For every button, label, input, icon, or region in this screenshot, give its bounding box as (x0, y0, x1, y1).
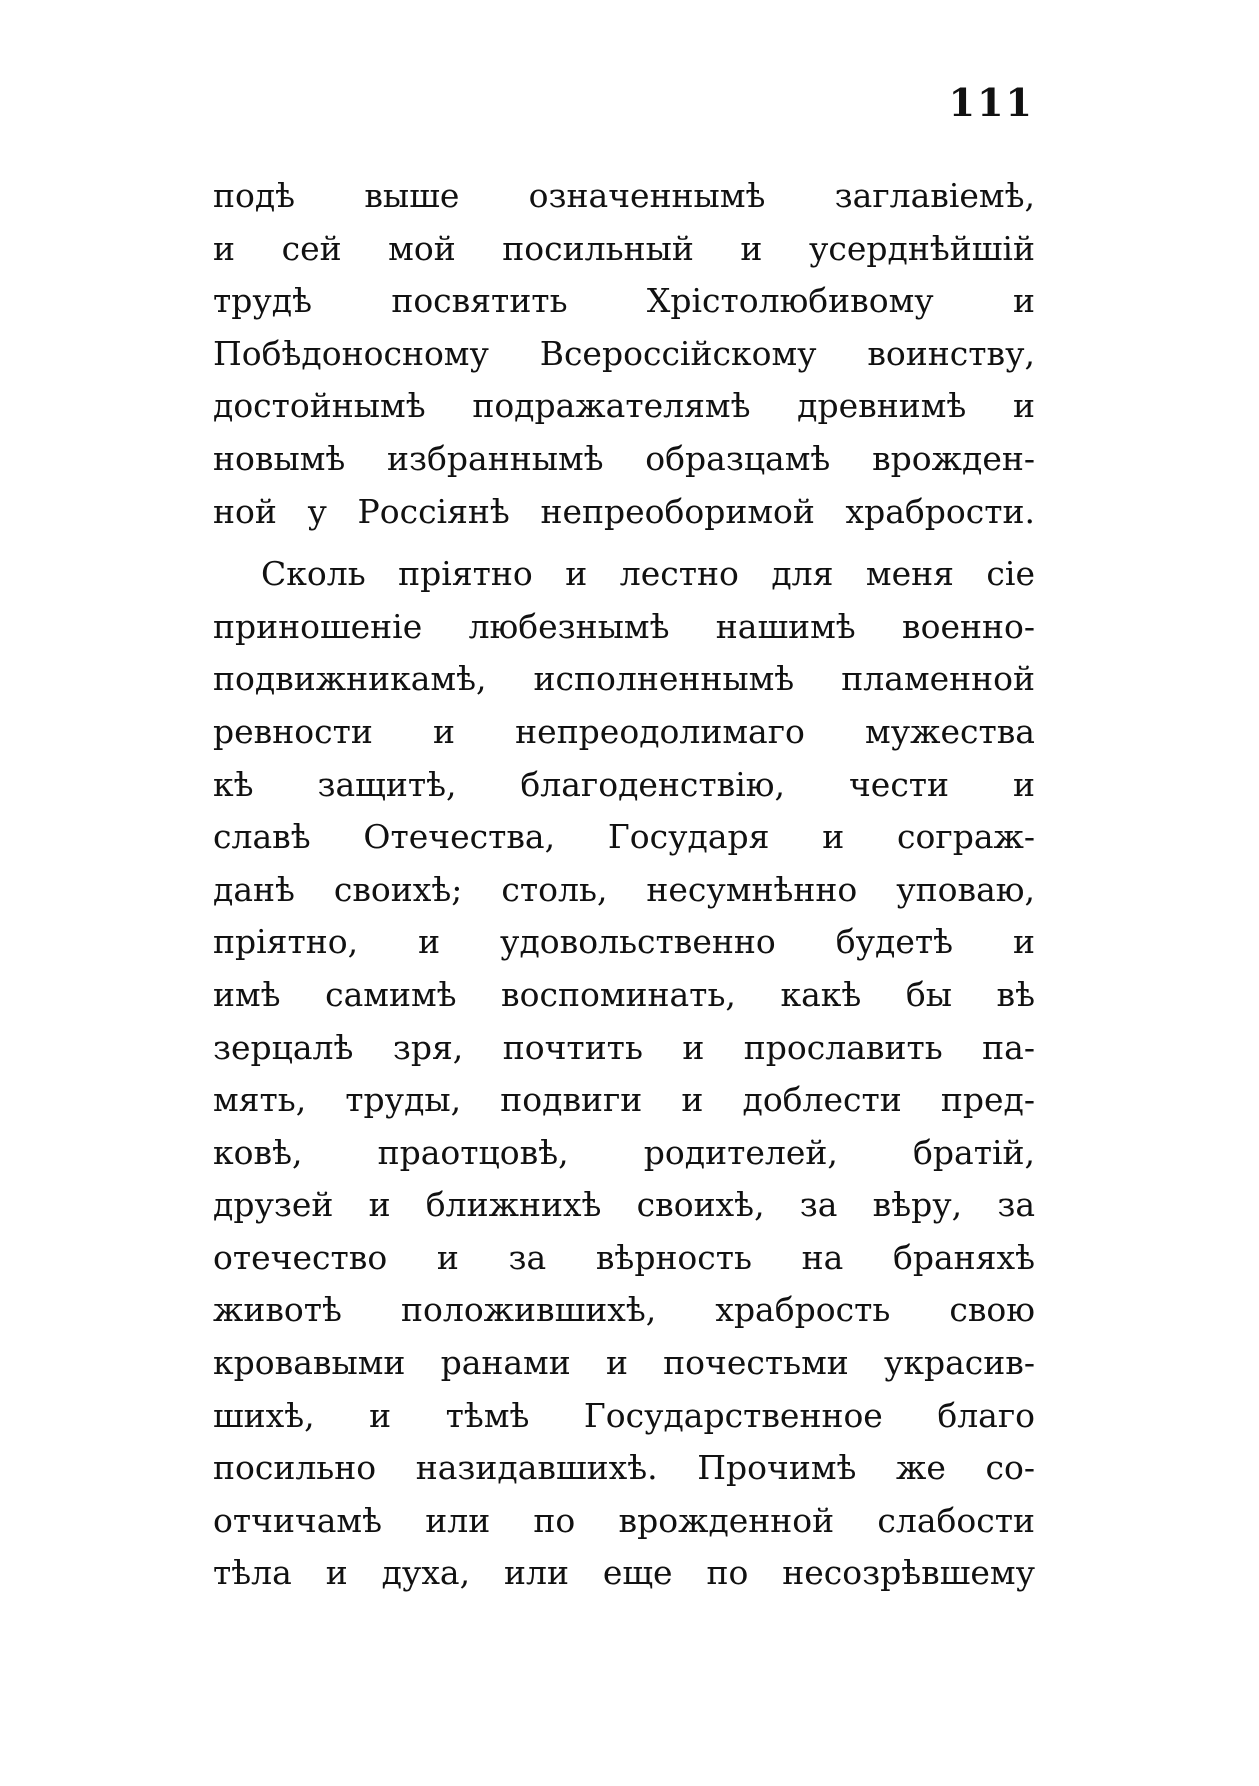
text-line: шихѣ, и тѣмѣ Государственное благо (213, 1395, 1035, 1435)
text-line: и сей мой посильный и усерднѣйшій (213, 228, 1035, 268)
text-line: имѣ самимѣ воспоминать, какѣ бы вѣ (213, 974, 1035, 1014)
text-line: посильно назидавшихѣ. Прочимѣ же со- (213, 1448, 1035, 1488)
text-line: отчичамѣ или по врожденной слабости (213, 1500, 1035, 1540)
text-line: данѣ своихѣ; столь, несумнѣнно уповаю, (213, 869, 1035, 909)
text-line: мять, труды, подвиги и доблести пред- (213, 1080, 1035, 1120)
text-line: славѣ Отечества, Государя и сограж- (213, 817, 1035, 857)
text-line: кѣ защитѣ, благоденствію, чести и (213, 764, 1035, 804)
text-line: кровавыми ранами и почестьми украсив- (213, 1343, 1035, 1383)
text-line: ковѣ, праотцовѣ, родителей, братій, (213, 1132, 1035, 1172)
paragraph-2 (213, 548, 1035, 1600)
text-line: пріятно, и удовольственно будетѣ и (213, 922, 1035, 962)
text-line: Сколь пріятно и лестно для меня сіе (261, 554, 1035, 594)
text-line: ной у Россіянѣ непреоборимой храбрости. (213, 491, 1035, 531)
text-line: ревности и непреодолимаго мужества (213, 711, 1035, 751)
text-line: подѣ выше означеннымѣ заглавіемѣ, (213, 176, 1035, 215)
text-line: достойнымѣ подражателямѣ древнимѣ и (213, 386, 1035, 426)
page-number: 111 (948, 80, 1034, 125)
text-line: животѣ положившихѣ, храбрость свою (213, 1290, 1035, 1330)
text-line: новымѣ избраннымѣ образцамѣ врожден- (213, 438, 1035, 478)
body-text (213, 170, 1035, 1600)
text-line: Побѣдоносному Всероссійскому воинству, (213, 333, 1035, 373)
text-line: отечество и за вѣрность на браняхѣ (213, 1237, 1035, 1277)
text-line: трудѣ посвятить Хрістолюбивому и (213, 281, 1035, 321)
text-line: подвижникамѣ, исполненнымѣ пламенной (213, 659, 1035, 699)
text-line: друзей и ближнихѣ своихѣ, за вѣру, за (213, 1185, 1035, 1225)
text-line: тѣла и духа, или еще по несозрѣвшему (213, 1553, 1035, 1593)
paragraph-1 (213, 170, 1035, 538)
text-line: приношеніе любезнымѣ нашимѣ военно- (213, 606, 1035, 646)
text-line: зерцалѣ зря, почтить и прославить па- (213, 1027, 1035, 1067)
